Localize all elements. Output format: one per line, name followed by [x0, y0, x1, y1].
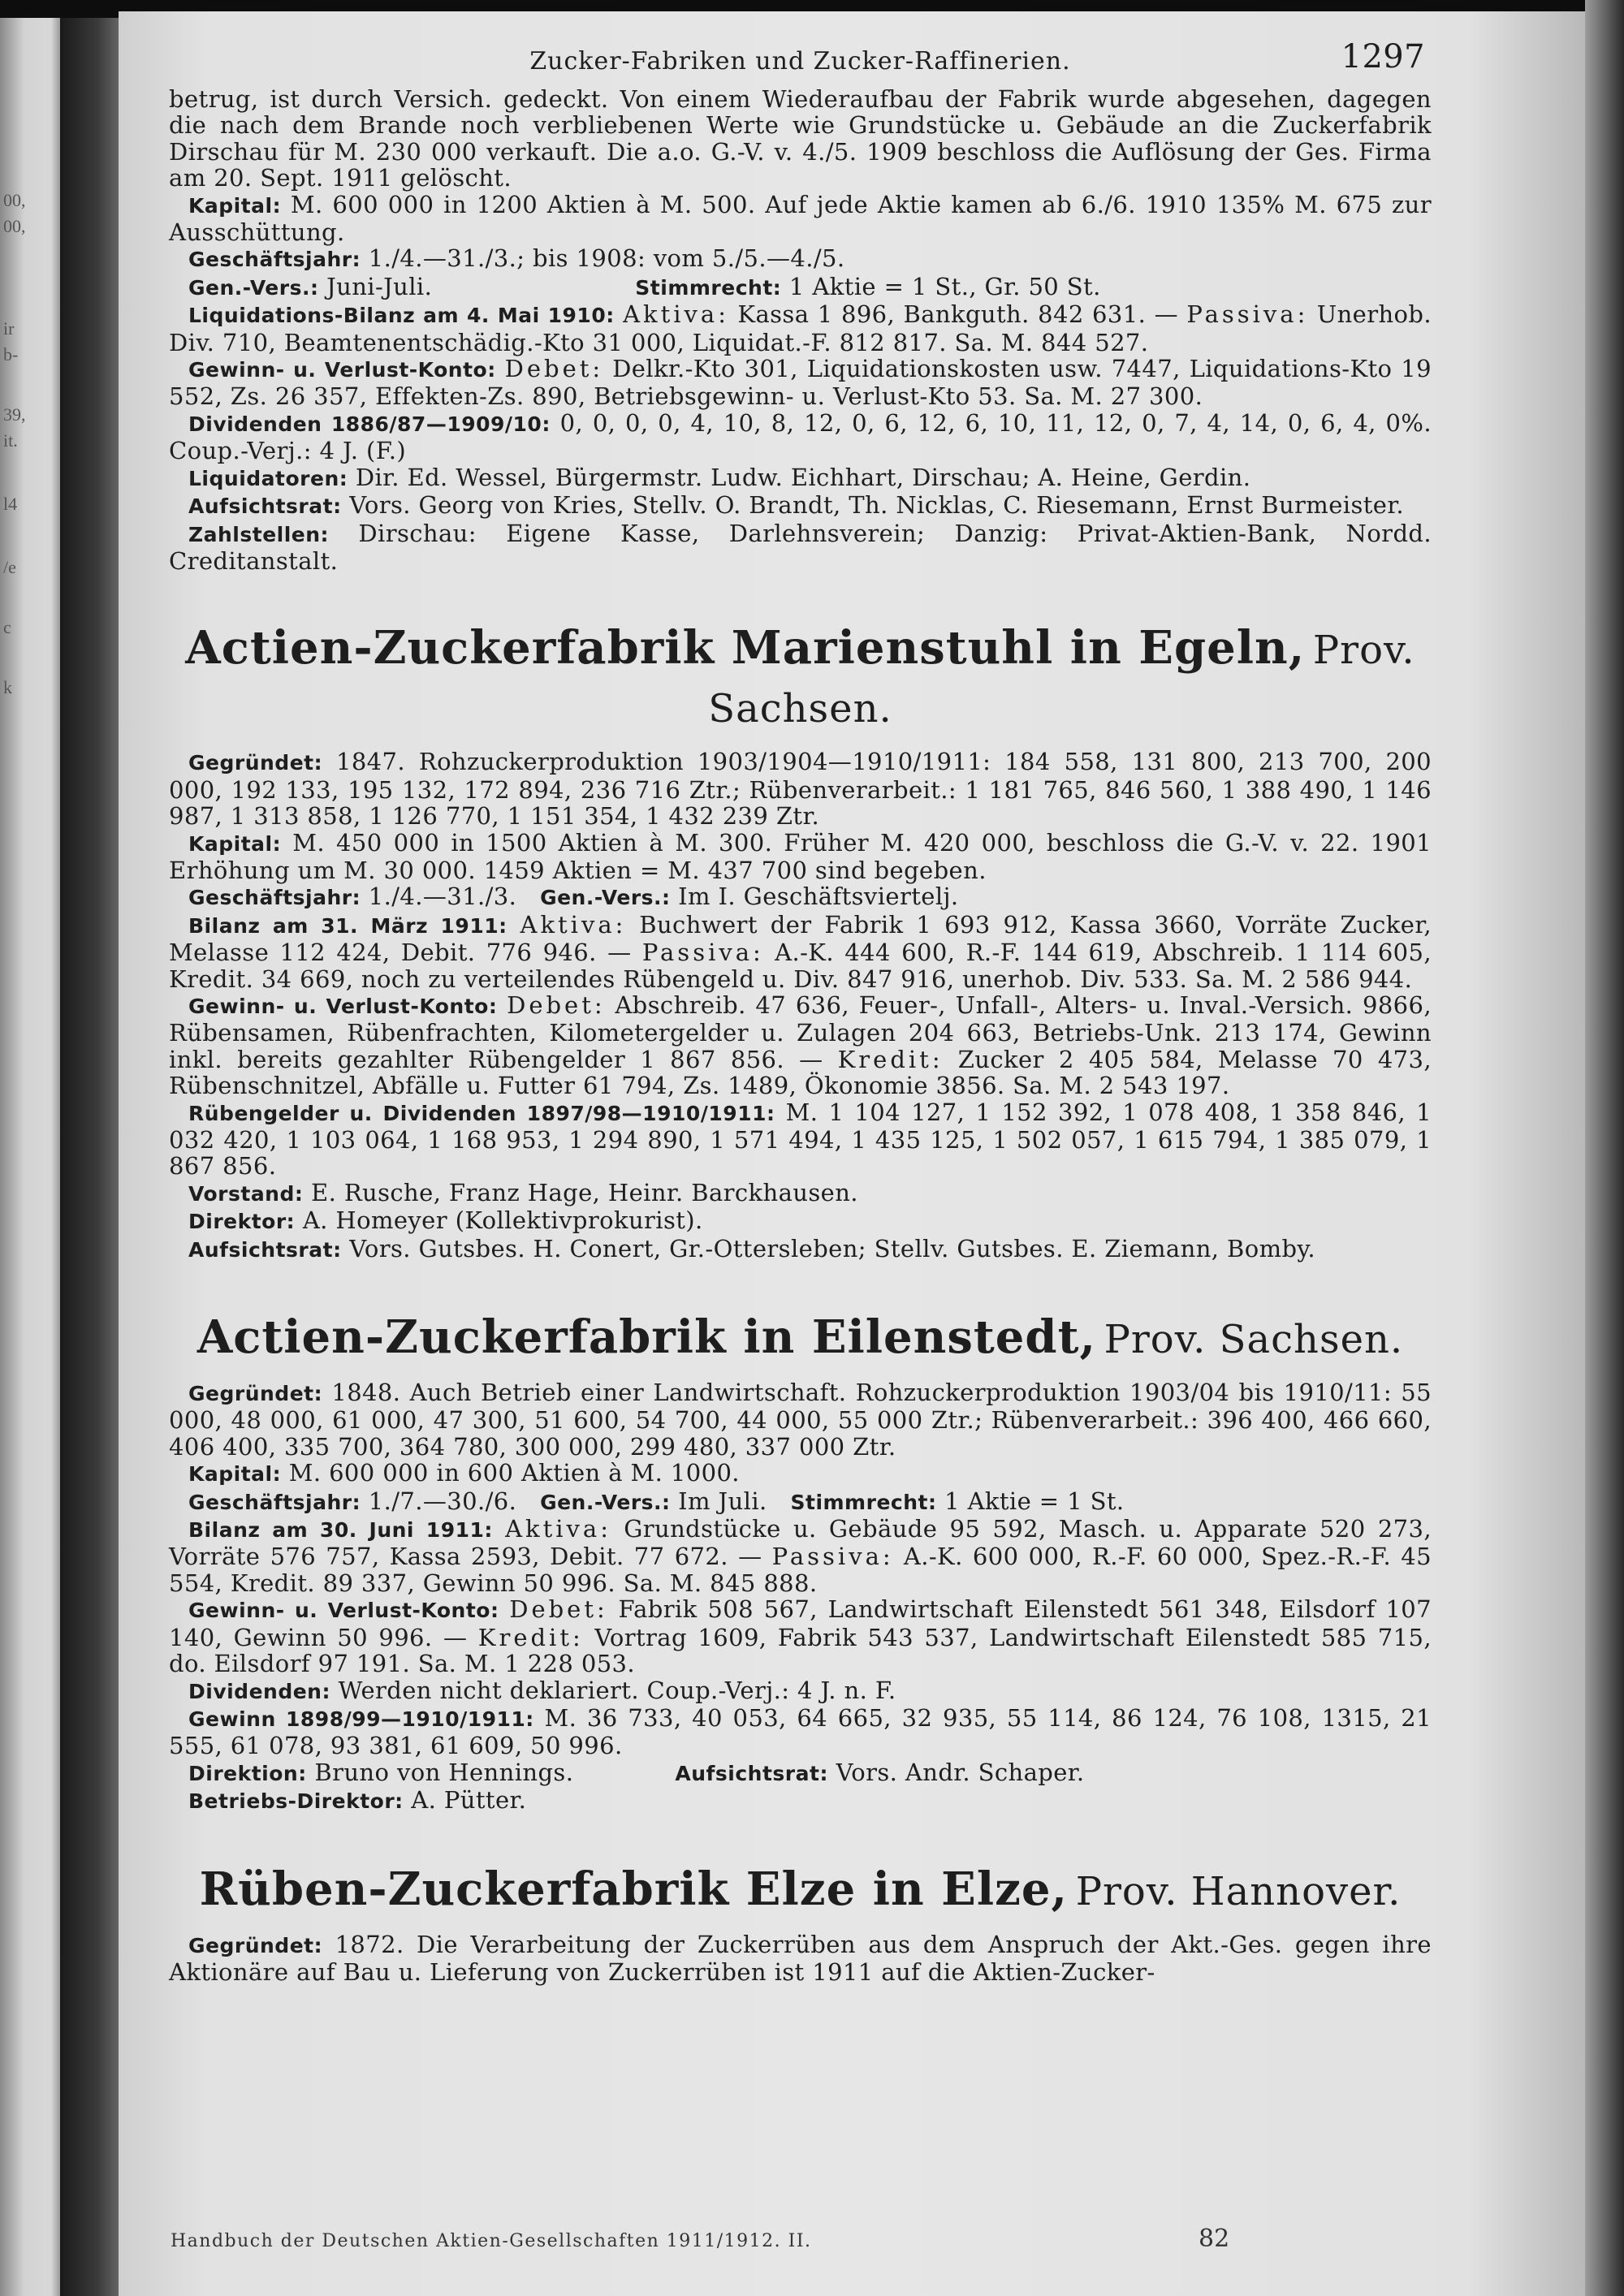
entry-dirschau-continued	[169, 86, 1432, 574]
field-value: Bruno von Hennings.	[314, 1758, 574, 1786]
field-value: 1 Aktie = 1 St., Gr. 50 St.	[788, 272, 1101, 300]
field-label: Geschäftsjahr:	[188, 886, 361, 910]
field-label: Gen.-Vers.:	[188, 275, 319, 300]
vorstand-paragraph	[169, 1180, 1432, 1207]
field-value: 1./7.—30./6.	[368, 1487, 517, 1515]
field-value: 1872. Die Verarbeitung der Zuckerrüben aus dem Anspruch der Akt.-Ges. gegen ihre Aktionäre auf Bau u. Lieferung von Zuckerrüben ist 1911 auf die Aktien-Zucker-	[169, 1930, 1432, 1986]
gegruendet-paragraph	[169, 1379, 1432, 1460]
field-label: Kapital:	[188, 1462, 282, 1487]
field-label: Kapital:	[188, 193, 282, 218]
guv-paragraph	[169, 992, 1432, 1099]
company-province: Prov. Sachsen.	[708, 628, 1415, 732]
dividenden-paragraph	[169, 410, 1432, 464]
betriebs-direktor-paragraph	[169, 1787, 1432, 1815]
company-province: Prov. Hannover.	[1075, 1868, 1402, 1914]
zahlstellen-paragraph	[169, 520, 1432, 575]
entry-elze	[169, 1862, 1432, 1986]
field-label: Aufsichtsrat:	[188, 1237, 342, 1262]
field-value: Zucker 2 405 584, Melasse 70 473, Rübenschnitzel, Abfälle u. Futter 61 794, Zs. 1489, Ökonomie 3856. Sa. M. 2 543 197.	[169, 1045, 1432, 1100]
field-label: Direktor:	[188, 1210, 296, 1234]
field-label: Gegründet:	[188, 751, 323, 775]
field-label: Aufsichtsrat:	[675, 1761, 828, 1785]
company-province: Prov. Sachsen.	[1104, 1317, 1404, 1363]
field-label: Gewinn- u. Verlust-Konto:	[188, 994, 498, 1018]
field-label: Liquidations-Bilanz am 4. Mai 1910:	[188, 304, 615, 328]
field-value: Vors. Andr. Schaper.	[836, 1758, 1085, 1786]
facing-page-edge	[0, 18, 60, 2296]
field-value: Dirschau: Eigene Kasse, Darlehnsverein; Danzig: Privat-Aktien-Bank, Nordd. Creditanstalt.	[169, 519, 1432, 575]
field-label: Bilanz am 30. Juni 1911:	[188, 1518, 493, 1543]
field-label: Kapital:	[188, 831, 282, 856]
gewinn-paragraph	[169, 1705, 1432, 1759]
entry-eilenstedt	[169, 1310, 1432, 1815]
page-footer: Handbuch der Deutschen Aktien-Gesellschaften 1911/1912. II.	[171, 2231, 812, 2251]
field-value: 1848. Auch Betrieb einer Landwirtschaft. Rohzuckerproduktion 1903/04 bis 1910/11: 55 000, 48 000, 61 000, 47 300, 51 600, 54 700, 44 000, 55 000 Ztr.; Rübenverarbeit.: 396 400, 466 660, 406 400, 335 700, 364 780, 300 000, 299 480, 337 000 Ztr.	[169, 1379, 1432, 1461]
facing-page-fragment: b-	[3, 344, 19, 365]
field-value: M. 1 104 127, 1 152 392, 1 078 408, 1 358 846, 1 032 420, 1 103 064, 1 168 953, 1 294 890, 1 571 494, 1 435 125, 1 502 057, 1 615 794, 1 385 079, 1 867 856.	[169, 1098, 1432, 1180]
company-heading	[169, 621, 1432, 740]
field-value: 0, 0, 0, 0, 4, 10, 8, 12, 0, 6, 12, 6, 10, 11, 12, 0, 7, 4, 14, 0, 6, 4, 0%. Coup.-Verj.: 4 J. (F.)	[169, 408, 1432, 465]
kapital-paragraph	[169, 830, 1432, 884]
field-value: 1./4.—31./3.	[368, 883, 517, 911]
company-name: Actien-Zuckerfabrik Marienstuhl in Egeln,	[185, 621, 1306, 675]
field-value: Delkr.-Kto 301, Liquidationskosten usw. 7447, Liquidations-Kto 19 552, Zs. 26 357, Effekten-Zs. 890, Betriebsgewinn- u. Verlust-Kto 53. Sa. M. 27 300.	[169, 355, 1432, 411]
aufsichtsrat-paragraph	[169, 1236, 1432, 1263]
aufsichtsrat-paragraph	[169, 492, 1432, 520]
passiva-word: Passiva:	[1186, 300, 1309, 329]
geschaeftsjahr-paragraph	[169, 245, 1432, 273]
direktor-paragraph	[169, 1207, 1432, 1235]
debet-word: Debet:	[504, 355, 604, 383]
field-value: 1./4.—31./3.; bis 1908: vom 5./5.—4./5.	[368, 244, 845, 273]
field-value: 1 Aktie = 1 St.	[944, 1487, 1125, 1515]
field-value: M. 600 000 in 1200 Aktien à M. 500. Auf jede Aktie kamen ab 6./6. 1910 135% M. 675 zur Ausschüttung.	[169, 190, 1432, 247]
field-label: Dividenden:	[188, 1679, 330, 1703]
gegruendet-paragraph	[169, 1931, 1432, 1986]
field-label: Gegründet:	[188, 1382, 323, 1406]
liquidatoren-paragraph	[169, 464, 1432, 492]
field-value: Vors. Georg von Kries, Stellv. O. Brandt, Th. Nicklas, C. Riesemann, Ernst Burmeister.	[349, 491, 1405, 520]
field-label: Vorstand:	[188, 1181, 304, 1206]
genvers-paragraph	[169, 274, 1432, 301]
passiva-word: Passiva:	[641, 939, 764, 967]
guv-paragraph	[169, 356, 1432, 410]
field-value: M. 36 733, 40 053, 64 665, 32 935, 55 114, 86 124, 76 108, 1315, 21 555, 61 078, 93 381, 61 609, 50 996.	[169, 1703, 1432, 1760]
facing-page-fragment: 00,	[3, 190, 26, 210]
field-label: Gegründet:	[188, 1933, 323, 1957]
field-label: Dividenden 1886/87—1909/10:	[188, 412, 551, 436]
field-label: Bilanz am 31. März 1911:	[188, 913, 508, 938]
field-value: Buchwert der Fabrik 1 693 912, Kassa 3660, Vorräte Zucker, Melasse 112 424, Debit. 776 946. —	[169, 910, 1432, 967]
page-right-edge	[1585, 0, 1624, 2296]
geschaeftsjahr-paragraph	[169, 883, 1432, 911]
field-value: Vortrag 1609, Fabrik 543 537, Landwirtschaft Eilenstedt 585 715, do. Eilsdorf 97 191. Sa. M. 1 228 053.	[169, 1623, 1432, 1678]
facing-page-fragment: l4	[3, 494, 18, 514]
signature-mark: 82	[1199, 2225, 1230, 2253]
facing-page-fragment: 39,	[3, 404, 26, 425]
field-value: Unerhob. Div. 710, Beamtenentschädig.-Kto 31 000, Liquidat.-F. 812 817. Sa. M. 844 527.	[169, 300, 1432, 356]
bilanz-paragraph	[169, 1516, 1432, 1596]
facing-page-fragment: 00,	[3, 216, 26, 236]
field-value: M. 450 000 in 1500 Aktien à M. 300. Früher M. 420 000, beschloss die G.-V. v. 22. 1901 Erhöhung um M. 30 000. 1459 Aktien = M. 437 700 sind begeben.	[169, 828, 1432, 884]
field-label: Geschäftsjahr:	[188, 1490, 361, 1514]
field-value: Dir. Ed. Wessel, Bürgermstr. Ludw. Eichhart, Dirschau; A. Heine, Gerdin.	[355, 463, 1251, 491]
field-label: Rübengelder u. Dividenden 1897/98—1910/1911:	[188, 1101, 775, 1125]
field-label: Gewinn 1898/99—1910/1911:	[188, 1707, 534, 1731]
liquidations-bilanz-paragraph	[169, 301, 1432, 356]
field-value: Vors. Gutsbes. H. Conert, Gr.-Ottersleben; Stellv. Gutsbes. E. Ziemann, Bomby.	[349, 1234, 1315, 1262]
field-value: Fabrik 508 567, Landwirtschaft Eilenstedt 561 348, Eilsdorf 107 140, Gewinn 50 996. —	[169, 1595, 1432, 1651]
page-number: 1297	[1341, 38, 1425, 76]
field-value: A.-K. 444 600, R.-F. 144 619, Abschreib. 1 114 605, Kredit. 34 669, noch zu verteilendes Rübengeld u. Div. 847 916, unerhob. Div. 533. Sa. M. 2 586 944.	[169, 939, 1432, 993]
field-label: Aufsichtsrat:	[188, 494, 342, 519]
kredit-word: Kredit:	[837, 1045, 944, 1073]
field-value: E. Rusche, Franz Hage, Heinr. Barckhausen.	[311, 1178, 858, 1206]
facing-page-fragment: ir	[3, 318, 15, 339]
page-content	[169, 38, 1432, 1986]
facing-page-fragment: c	[3, 617, 11, 637]
field-label: Direktion:	[188, 1761, 307, 1785]
field-value: Abschreib. 47 636, Feuer-, Unfall-, Alters- u. Inval.-Versich. 9866, Rübensamen, Rübenfrachten, Kilometergelder u. Zulagen 204 663, Betriebs-Unk. 213 174, Gewinn inkl. bereits gezahlter Rübengelder 1 867 856. —	[169, 990, 1432, 1073]
field-value: Juni-Juli.	[326, 272, 433, 300]
field-value: A. Pütter.	[411, 1786, 527, 1815]
guv-paragraph	[169, 1596, 1432, 1677]
running-header	[169, 38, 1432, 86]
facing-page-fragment: /e	[3, 557, 16, 577]
book-gutter-shadow	[60, 18, 122, 2296]
company-name: Actien-Zuckerfabrik in Eilenstedt,	[197, 1310, 1096, 1365]
dividenden-paragraph	[169, 1677, 1432, 1705]
aktiva-word: Aktiva:	[505, 1515, 611, 1543]
direktion-paragraph	[169, 1759, 1432, 1787]
field-value: A. Homeyer (Kollektivprokurist).	[302, 1206, 703, 1235]
field-value: Grundstücke u. Gebäude 95 592, Masch. u. Apparate 520 273, Vorräte 576 757, Kassa 2593, Debit. 77 672. —	[169, 1515, 1432, 1571]
field-label: Gen.-Vers.:	[540, 886, 671, 910]
field-label: Stimmrecht:	[790, 1490, 937, 1514]
field-value: A.-K. 600 000, R.-F. 60 000, Spez.-R.-F. 45 554, Kredit. 89 337, Gewinn 50 996. Sa. M. 845 888.	[169, 1543, 1432, 1597]
bilanz-paragraph	[169, 912, 1432, 992]
ruebengelder-paragraph	[169, 1099, 1432, 1180]
field-label: Stimmrecht:	[635, 275, 782, 300]
field-label: Geschäftsjahr:	[188, 248, 361, 272]
field-value: Kassa 1 896, Bankguth. 842 631. —	[737, 300, 1178, 329]
field-label: Gewinn- u. Verlust-Konto:	[188, 358, 496, 382]
geschaeftsjahr-paragraph	[169, 1488, 1432, 1516]
gegruendet-paragraph	[169, 749, 1432, 829]
field-label: Zahlstellen:	[188, 522, 330, 546]
company-name: Rüben-Zuckerfabrik Elze in Elze,	[199, 1862, 1069, 1916]
facing-page-fragment: k	[3, 677, 12, 697]
entry-intro: betrug, ist durch Versich. gedeckt. Von einem Wiederaufbau der Fabrik wurde abgesehen, dagegen die nach dem Brande noch verbliebenen Werte wie Grundstücke u. Gebäude an die Zuckerfabrik Dirschau für M. 230 000 verkauft. Die a.o. G.-V. v. 4./5. 1909 beschloss die Auflösung der Ges. Firma am 20. Sept. 1911 gelöscht.	[169, 85, 1432, 192]
field-value: M. 600 000 in 600 Aktien à M. 1000.	[288, 1459, 740, 1487]
aktiva-word: Aktiva:	[520, 910, 627, 939]
field-value: Im Juli.	[678, 1487, 767, 1515]
field-value: 1847. Rohzuckerproduktion 1903/1904—1910/1911: 184 558, 131 800, 213 700, 200 000, 192 133, 195 132, 172 894, 236 716 Ztr.; Rübenverarbeit.: 1 181 765, 846 560, 1 388 490, 1 146 987, 1 313 858, 1 126 770, 1 151 354, 1 432 239 Ztr.	[169, 748, 1432, 831]
kapital-paragraph	[169, 192, 1432, 246]
field-value: Werden nicht deklariert. Coup.-Verj.: 4 J. n. F.	[338, 1676, 896, 1704]
kredit-word: Kredit:	[477, 1623, 584, 1651]
field-label: Liquidatoren:	[188, 466, 348, 490]
field-label: Gewinn- u. Verlust-Konto:	[188, 1599, 499, 1623]
passiva-word: Passiva:	[771, 1543, 894, 1571]
running-title: Zucker-Fabriken und Zucker-Raffinerien.	[529, 47, 1071, 76]
field-value: Im I. Geschäftsviertelj.	[678, 883, 959, 911]
debet-word: Debet:	[509, 1595, 608, 1624]
field-label: Betriebs-Direktor:	[188, 1789, 404, 1814]
entry-marienstuhl-egeln	[169, 621, 1432, 1263]
field-label: Gen.-Vers.:	[540, 1490, 671, 1514]
aktiva-word: Aktiva:	[623, 300, 729, 329]
company-heading	[169, 1310, 1432, 1371]
facing-page-fragment: it.	[3, 430, 18, 451]
debet-word: Debet:	[507, 990, 606, 1019]
company-heading	[169, 1862, 1432, 1923]
kapital-paragraph	[169, 1460, 1432, 1487]
